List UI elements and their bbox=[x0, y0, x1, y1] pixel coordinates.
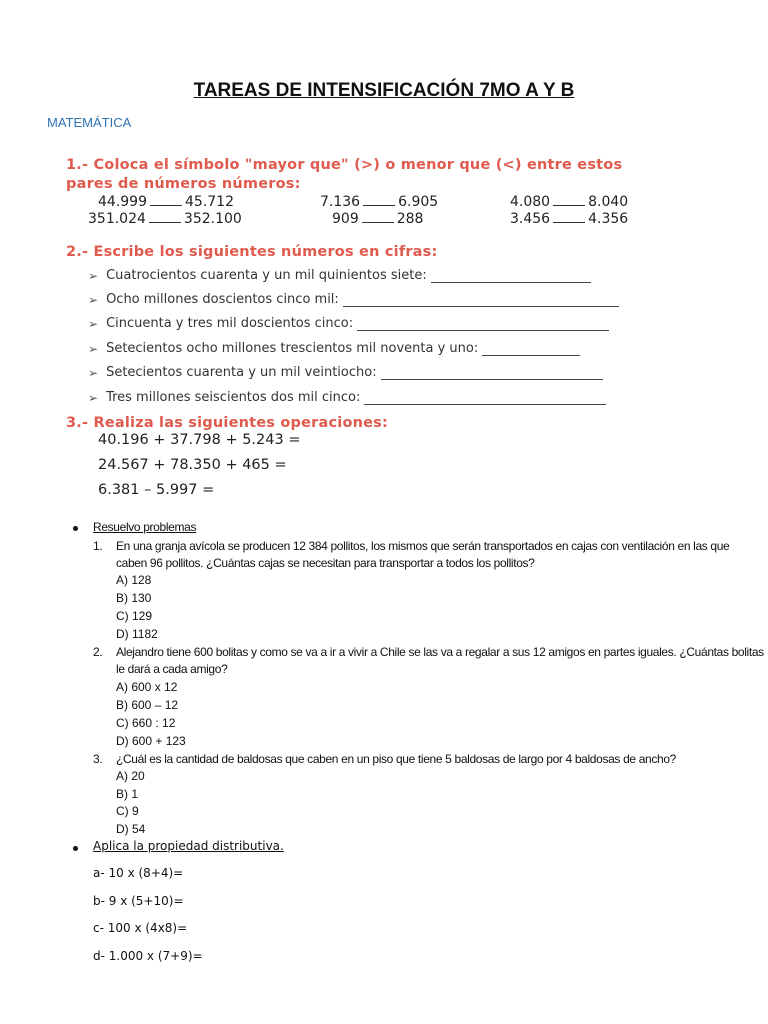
arrow-bullet-icon: ➢ bbox=[88, 391, 99, 405]
distributive-heading: Aplica la propiedad distributiva. bbox=[93, 839, 284, 853]
answer-option: C) 9 bbox=[116, 804, 139, 818]
answer-option: B) 130 bbox=[116, 591, 152, 605]
problem-number: 1. bbox=[93, 539, 103, 553]
operation: 40.196 + 37.798 + 5.243 = bbox=[98, 432, 301, 448]
operation: 6.381 – 5.997 = bbox=[98, 482, 215, 498]
compare-pair: 351.024 352.100 bbox=[88, 211, 242, 227]
distributive-item: d- 1.000 x (7+9)= bbox=[93, 949, 203, 963]
answer-option: B) 600 – 12 bbox=[116, 698, 179, 712]
problem-text: le dará a cada amigo? bbox=[116, 662, 228, 676]
section1-heading: 1.- Coloca el símbolo "mayor que" (>) o menor que (<) entre estos bbox=[66, 157, 623, 173]
problem-text: ¿Cuál es la cantidad de baldosas que caben en un piso que tiene 5 baldosas de largo por 4 baldosas de ancho? bbox=[116, 752, 676, 766]
distributive-item: a- 10 x (8+4)= bbox=[93, 866, 184, 880]
arrow-bullet-icon: ➢ bbox=[88, 317, 99, 331]
bullet-icon bbox=[73, 846, 78, 851]
answer-option: D) 1182 bbox=[116, 627, 158, 641]
list-item: ➢ Ocho millones doscientos cinco mil: bbox=[88, 292, 619, 307]
section2-heading: 2.- Escribe los siguientes números en cifras: bbox=[66, 244, 438, 260]
arrow-bullet-icon: ➢ bbox=[88, 269, 99, 283]
operation: 24.567 + 78.350 + 465 = bbox=[98, 457, 287, 473]
arrow-bullet-icon: ➢ bbox=[88, 293, 99, 307]
compare-pair: 909 288 bbox=[332, 211, 424, 227]
page-title: TAREAS DE INTENSIFICACIÓN 7MO A Y B bbox=[193, 80, 575, 101]
compare-pair: 44.999 45.712 bbox=[98, 194, 234, 210]
compare-pair: 7.136 6.905 bbox=[320, 194, 439, 210]
problem-number: 3. bbox=[93, 752, 103, 766]
bullet-icon bbox=[73, 526, 78, 531]
compare-pair: 4.080 8.040 bbox=[510, 194, 629, 210]
problem-text: En una granja avícola se producen 12 384 pollitos, los mismos que serán transportados en cajas con ventilación en las que bbox=[116, 539, 730, 553]
list-item: ➢ Cincuenta y tres mil doscientos cinco: bbox=[88, 316, 609, 331]
compare-pair: 3.456 4.356 bbox=[510, 211, 629, 227]
subject-label: MATEMÁTICA bbox=[47, 115, 132, 130]
problem-number: 2. bbox=[93, 645, 103, 659]
answer-option: A) 128 bbox=[116, 573, 152, 587]
answer-option: A) 20 bbox=[116, 769, 145, 783]
list-item: ➢ Cuatrocientos cuarenta y un mil quinientos siete: bbox=[88, 268, 591, 283]
worksheet-image bbox=[62, 152, 702, 502]
list-item: ➢ Setecientos cuarenta y un mil veintiocho: bbox=[88, 365, 603, 380]
problem-text: Alejandro tiene 600 bolitas y como se va a ir a vivir a Chile se las va a regalar a sus 12 amigos en partes iguales. ¿Cuántas bolitas bbox=[116, 645, 764, 659]
problem-text: caben 96 pollitos. ¿Cuántas cajas se necesitan para transportar a todos los pollitos? bbox=[116, 556, 535, 570]
answer-option: D) 54 bbox=[116, 822, 146, 836]
problems-heading: Resuelvo problemas bbox=[93, 520, 197, 534]
answer-option: C) 129 bbox=[116, 609, 153, 623]
arrow-bullet-icon: ➢ bbox=[88, 366, 99, 380]
section1-heading-cont: pares de números números: bbox=[66, 176, 301, 192]
answer-option: D) 600 + 123 bbox=[116, 734, 186, 748]
distributive-item: c- 100 x (4x8)= bbox=[93, 921, 188, 935]
answer-option: A) 600 x 12 bbox=[116, 680, 178, 694]
answer-option: B) 1 bbox=[116, 787, 139, 801]
arrow-bullet-icon: ➢ bbox=[88, 342, 99, 356]
list-item: ➢ Tres millones seiscientos dos mil cinco: bbox=[88, 390, 606, 405]
list-item: ➢ Setecientos ocho millones trescientos mil noventa y uno: bbox=[88, 341, 580, 356]
distributive-item: b- 9 x (5+10)= bbox=[93, 894, 184, 908]
section3-heading: 3.- Realiza las siguientes operaciones: bbox=[66, 415, 388, 431]
answer-option: C) 660 : 12 bbox=[116, 716, 176, 730]
